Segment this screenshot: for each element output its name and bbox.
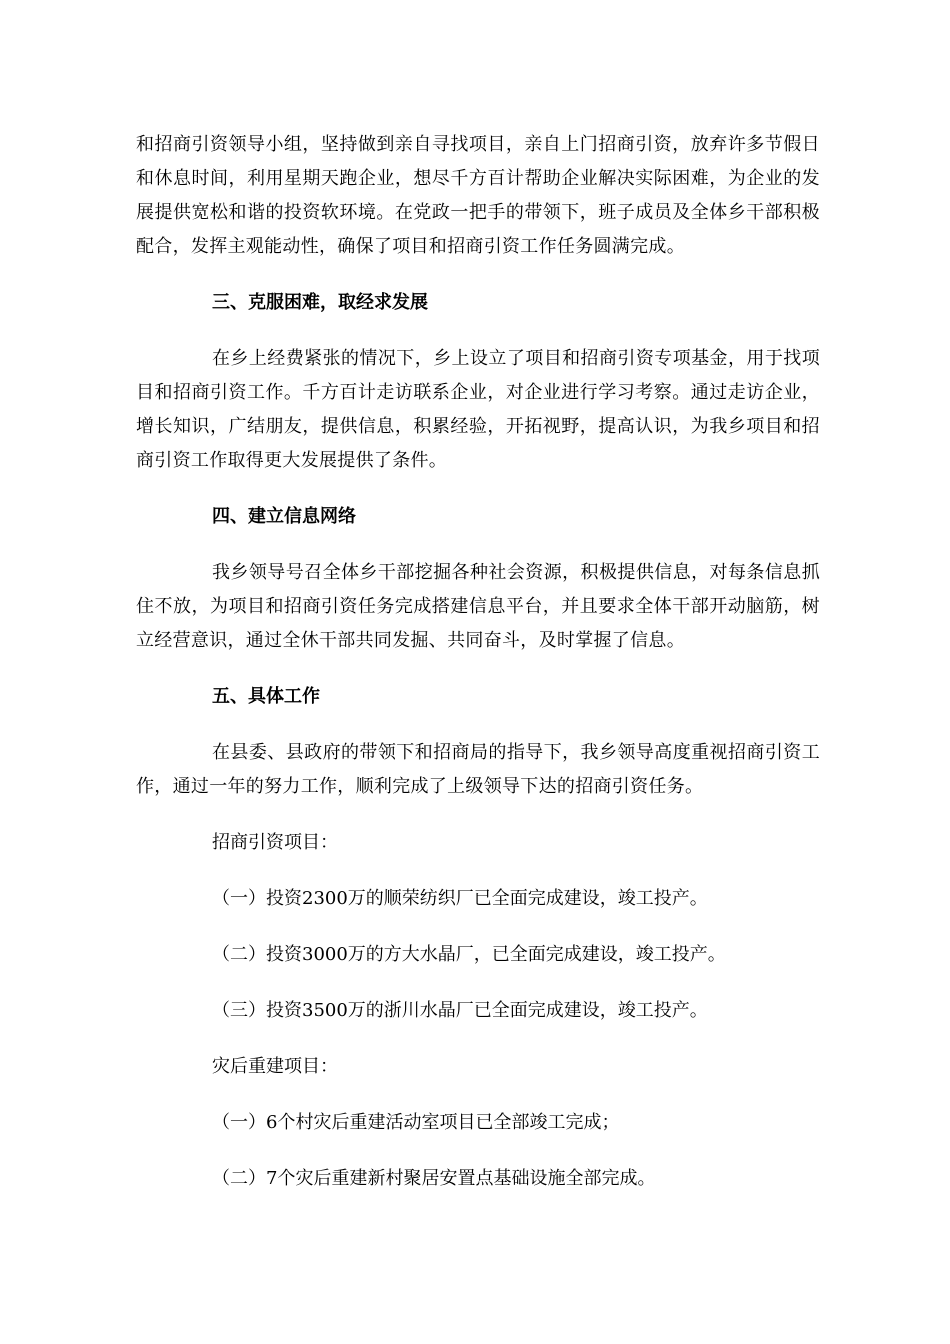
invest-item: （三）投资3500万的浙川水晶厂已全面完成建设，竣工投产。 — [212, 1000, 708, 1021]
rebuild-item: （二）7个灾后重建新村聚居安置点基础设施全部完成。 — [212, 1168, 656, 1189]
invest-projects-title: 招商引资项目： — [212, 832, 338, 853]
section-heading-5: 五、具体工作 — [212, 686, 320, 707]
paragraph-information: 我乡领导号召全体乡干部挖掘各种社会资源，积极提供信息，对每条信息抓住不放，为项目和招商引资任务完成搭建信息平台，并且要求全体干部开动脑筋，树立经营意识，通过全休干部共同发掘、共同奋斗，及时掌握了信息。 — [136, 562, 820, 651]
paragraph-specific-work: 在县委、县政府的带领下和招商局的指导下，我乡领导高度重视招商引资工作，通过一年的努力工作，顺利完成了上级领导下达的招商引资任务。 — [136, 742, 820, 797]
rebuild-projects-title: 灾后重建项目： — [212, 1056, 338, 1077]
section-heading-3: 三、克服困难，取经求发展 — [212, 292, 428, 313]
paragraph-funding: 在乡上经费紧张的情况下，乡上设立了项目和招商引资专项基金，用于找项目和招商引资工作。千方百计走访联系企业，对企业进行学习考察。通过走访企业，增长知识，广结朋友，提供信息，积累经验，开拓视野，提高认识，为我乡项目和招商引资工作取得更大发展提供了条件。 — [136, 348, 820, 471]
rebuild-item: （一）6个村灾后重建活动室项目已全部竣工完成； — [212, 1112, 620, 1133]
invest-item: （一）投资2300万的顺荣纺织厂已全面完成建设，竣工投产。 — [212, 888, 708, 909]
section-heading-4: 四、建立信息网络 — [212, 506, 356, 527]
invest-item: （二）投资3000万的方大水晶厂，已全面完成建设，竣工投产。 — [212, 944, 726, 965]
document-body — [136, 128, 820, 1196]
paragraph-leadership: 和招商引资领导小组，坚持做到亲自寻找项目，亲自上门招商引资，放弃许多节假日和休息时间，利用星期天跑企业，想尽千方百计帮助企业解决实际困难，为企业的发展提供宽松和谐的投资软环境。在党政一把手的带领下，班子成员及全体乡干部积极配合，发挥主观能动性，确保了项目和招商引资工作任务圆满完成。 — [136, 134, 820, 257]
